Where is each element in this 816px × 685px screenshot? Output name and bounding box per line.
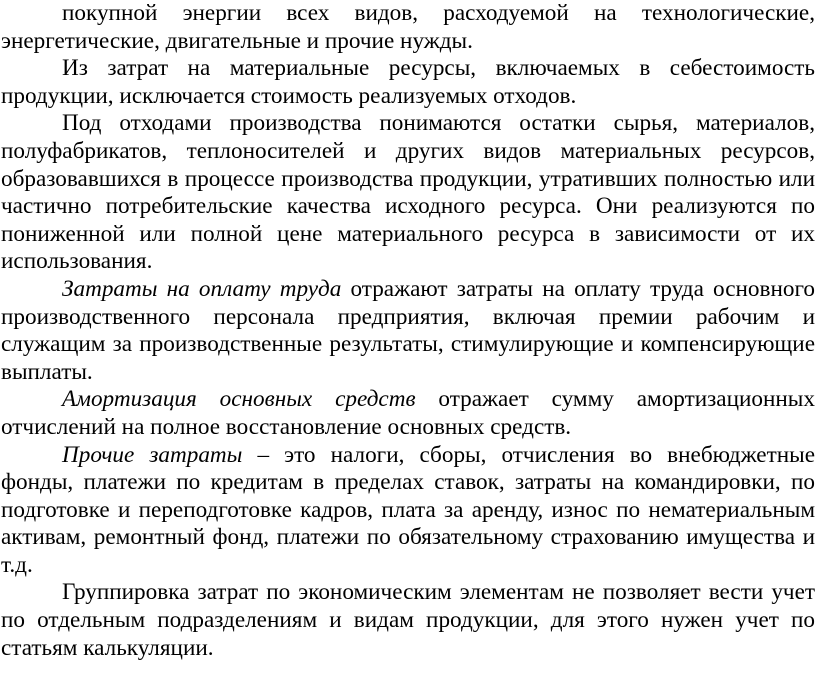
paragraph-energy-purchase <box>1 0 815 55</box>
paragraph-cost-grouping <box>1 579 815 662</box>
term-depreciation: Амортизация основных средств <box>62 386 416 413</box>
paragraph-depreciation <box>1 386 815 441</box>
paragraph-text: Под отходами производства понимаются остатки сырья, материалов, полуфабрикатов, теплоносителей и других видов материальных ресурсов, образовавшихся в процессе производства продукции, утративших полностью или частично потребительские качества исходного ресурса. Они реализуются по пониженной или полной цене материального ресурса в зависимости от их использования. <box>1 110 815 275</box>
document-page <box>1 0 815 662</box>
paragraph-waste-definition <box>1 110 815 276</box>
term-other-costs: Прочие затраты <box>62 441 243 468</box>
paragraph-other-costs <box>1 442 815 580</box>
term-labor-costs: Затраты на оплату труда <box>62 275 342 302</box>
paragraph-text: Группировка затрат по экономическим элементам не позволяет вести учет по отдельным подразделениям и видам продукции, для этого нужен учет по статьям калькуляции. <box>1 579 815 661</box>
paragraph-waste-exclusion <box>1 55 815 110</box>
paragraph-text: Из затрат на материальные ресурсы, включаемых в себестоимость продукции, исключается стоимость реализуемых отходов. <box>1 55 815 109</box>
paragraph-text: покупной энергии всех видов, расходуемой на технологические, энергетические, двигательные и прочие нужды. <box>1 0 815 54</box>
paragraph-text: отражает сумму амортизационных отчислений на полное восстановление основных средств. <box>1 386 815 440</box>
paragraph-text: – это налоги, сборы, отчисления во внебюджетные фонды, платежи по кредитам в пределах ставок, затраты на командировки, по подготовке и переподготовке кадров, плата за аренду, износ по нематериальным активам, ремонтный фонд, платежи по обязательному страхованию имущества и т.д. <box>1 441 815 578</box>
paragraph-text: отражают затраты на оплату труда основного производственного персонала предприятия, включая премии рабочим и служащим за производственные результаты, стимулирующие и компенсирующие выплаты. <box>1 275 815 385</box>
paragraph-labor-costs <box>1 276 815 386</box>
